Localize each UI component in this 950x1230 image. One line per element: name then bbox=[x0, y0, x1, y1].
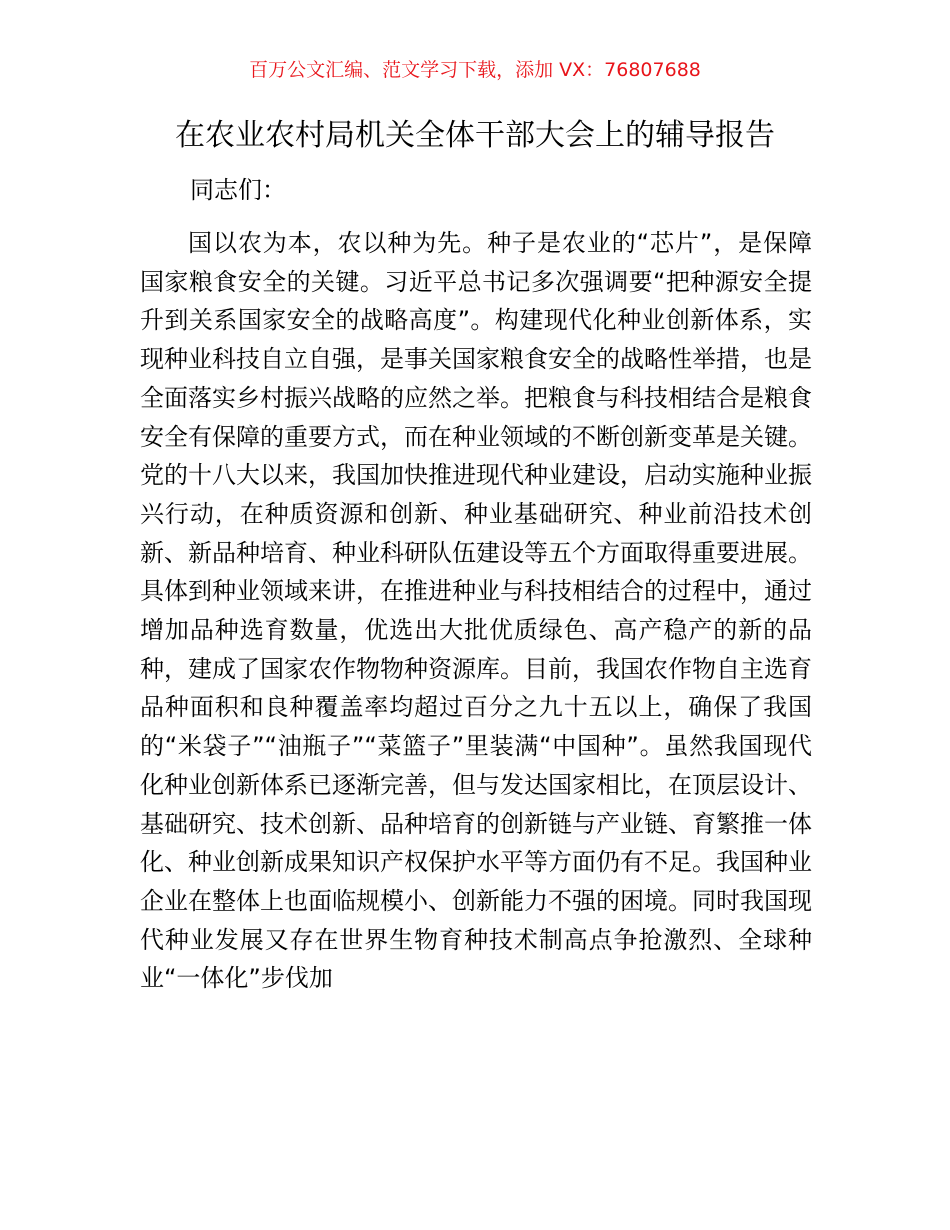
body-paragraph: 国以农为本，农以种为先。种子是农业的“芯片”，是保障国家粮食安全的关键。习近平总书记多次强调要“把种源安全提升到关系国家安全的战略高度”。构建现代化种业创新体系，实现种业科技自立自强，是事关国家粮食安全的战略性举措，也是全面落实乡村振兴战略的应然之举。把粮食与科技相结合是粮食安全有保障的重要方式，而在种业领域的不断创新变革是关键。党的十八大以来，我国加快推进现代种业建设，启动实施种业振兴行动，在种质资源和创新、种业基础研究、种业前沿技术创新、新品种培育、种业科研队伍建设等五个方面取得重要进展。具体到种业领域来讲，在推进种业与科技相结合的过程中，通过增加品种选育数量，优选出大批优质绿色、高产稳产的新的品种，建成了国家农作物物种资源库。目前，我国农作物自主选育品种面积和良种覆盖率均超过百分之九十五以上，确保了我国的“米袋子”“油瓶子”“菜篮子”里装满“中国种”。虽然我国现代化种业创新体系已逐渐完善，但与发达国家相比，在顶层设计、基础研究、技术创新、品种培育的创新链与产业链、育繁推一体化、种业创新成果知识产权保护水平等方面仍有不足。我国种业企业在整体上也面临规模小、创新能力不强的困境。同时我国现代种业发展又存在世界生物育种技术制高点争抢激烈、全球种业“一体化”步伐加 bbox=[140, 229, 812, 993]
document-title: 在农业农村局机关全体干部大会上的辅导报告 bbox=[175, 118, 775, 153]
header-watermark-text: 百万公文汇编、范文学习下载，添加 VX：76807688 bbox=[249, 59, 701, 81]
salutation: 同志们： bbox=[190, 176, 286, 204]
